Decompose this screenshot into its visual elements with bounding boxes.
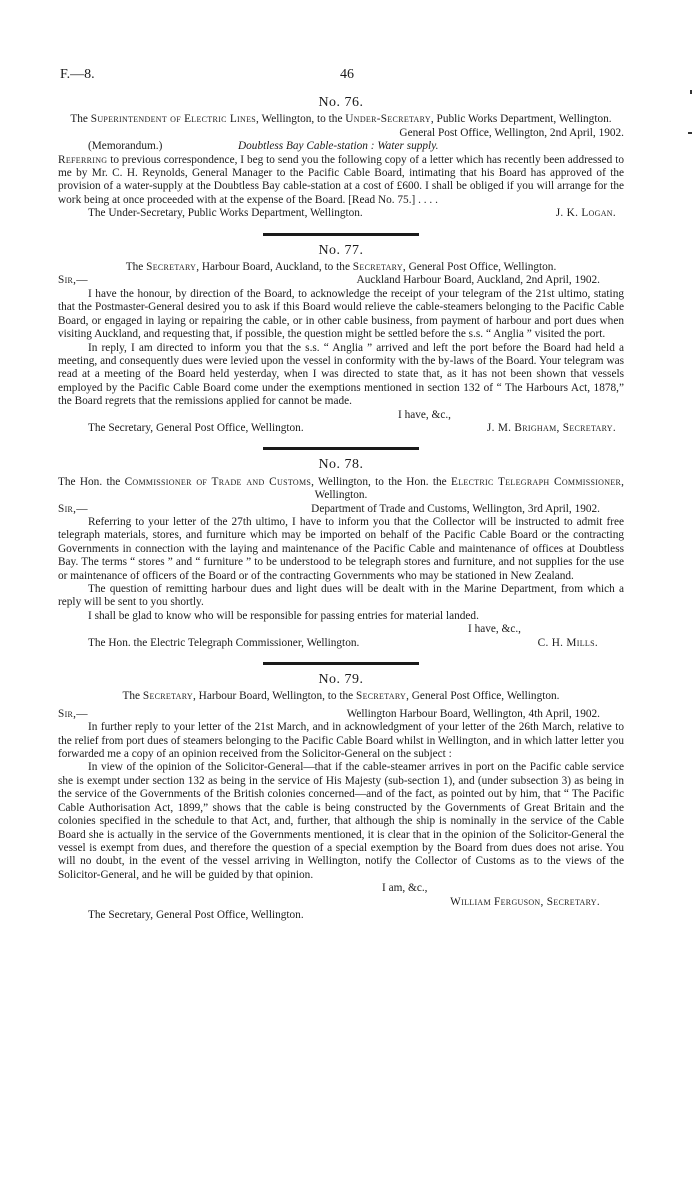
salutation-row: [58, 503, 624, 516]
addressee: The Hon. the Electric Telegraph Commissioner, Wellington.: [88, 636, 360, 649]
paragraph: I shall be glad to know who will be responsible for passing entries for material landed.: [88, 609, 479, 622]
paragraph: In reply, I am directed to inform you that the s.s. “ Anglia ” arrived and left the port before the Board had held a meeting, and consequently dues were levied upon the vessel in conformity with the by-laws of the Board. Your telegram was read at a meeting of the Board held yesterday, when I was directed to state that, as it has not been shown that vessels employed by the Pacific Cable Board come under the exemptions mentioned in section 132 of “ The Harbours Act, 1878,” the Board regrets that the remissions applied for cannot be made.: [58, 341, 624, 408]
letter-title: No. 78.: [318, 457, 364, 473]
dateline: General Post Office, Wellington, 2nd April, 1902.: [399, 126, 624, 139]
letter-79: [58, 673, 624, 922]
page-number: 46: [340, 67, 354, 82]
sign-row: [58, 637, 624, 650]
addressee: The Secretary, General Post Office, Wellington.: [88, 421, 304, 434]
dateline: Department of Trade and Customs, Wellington, 3rd April, 1902.: [311, 502, 600, 515]
closing: I have, &c.,: [468, 623, 522, 636]
sign-row: [58, 207, 624, 220]
margin-mark: [688, 132, 692, 134]
salutation: Sir,—: [58, 502, 88, 515]
letter-heading: The Superintendent of Electric Lines, Wellington, to the Under-Secretary, Public Works Department, Wellington.: [70, 113, 612, 126]
signature: J. K. Logan.: [555, 207, 616, 220]
letter-title: No. 77.: [318, 242, 364, 258]
margin-mark: [690, 90, 692, 94]
letter-76: [58, 96, 624, 221]
signature: J. M. Brigham, Secretary.: [486, 421, 616, 434]
page-ref: F.—8.: [60, 67, 95, 82]
paragraph: The question of remitting harbour dues and light dues will be dealt with in the Marine Department, from which a reply will be sent to you shortly.: [58, 583, 624, 609]
salutation-row: [58, 708, 624, 721]
letter-78: [58, 458, 624, 650]
memo-label: (Memorandum.): [88, 140, 163, 153]
letter-title: No. 76.: [318, 95, 364, 110]
subject: Doubtless Bay Cable-station : Water supply.: [238, 140, 439, 153]
sign-row: [58, 422, 624, 435]
addressee: The Under-Secretary, Public Works Department, Wellington.: [88, 207, 363, 220]
letter-title: No. 79.: [318, 672, 364, 688]
closing: I have, &c.,: [398, 408, 452, 421]
paragraph: In further reply to your letter of the 21st March, and in acknowledgment of your letter of the 26th March, relative to the relief from port dues of steamers belonging to the Pacific Cable Board whilst in Wellington, and in which latter letter you forwarded me a copy of an opinion received from the Solicitor-General on the subject :: [58, 721, 624, 761]
page-header: [58, 62, 624, 90]
paragraph: In view of the opinion of the Solicitor-General—that if the cable-steamer arrives in port on the Pacific cable service she is exempt under section 132 as being in the service of His Majesty (sub-section 1), and (under subsection 3) as being in the service of the Governments of the British colonies concerned—and of the fact, as pointed out by him, that “ The Pacific Cable Authorisation Act, 1899,” shows that the cable is being constructed by the Governments of Great Britain and the colonies specified in the schedule to that Act, and, further, that although the ship is nominally in the service of the Cable Board she is actually in the service of the Governments mentioned, it is clear that in the opinion of the Solicitor-General the vessel is exempt from dues, and therefore the question of a special exemption by the Board from dues does not arise. You will no doubt, in the event of the vessel arriving in Wellington, notify the Collector of Customs as to the views of the Solicitor-General, and he will be guided by that opinion.: [58, 761, 624, 881]
salutation: Sir,—: [58, 274, 88, 287]
paragraph: Referring to your letter of the 27th ultimo, I have to inform you that the Collector will be instructed to admit free telegraph materials, stores, and furniture which may be imported on behalf of the Pacific Cable Board or the contracting Governments in connection with the laying and maintenance of the Pacific Cable and maintenance of offices at Doubtless Bay. The terms “ stores ” and “ furniture ” to be understood to be telegraph stores and furniture, and not supplies for the use or maintenance of officers of the Board or of the contracting Governments who may be stationed in New Zealand.: [58, 515, 624, 582]
letter-heading: The Hon. the Commissioner of Trade and Customs, Wellington, to the Hon. the Electric Telegraph Commissioner, Wellington.: [58, 475, 624, 502]
salutation: Sir,—: [58, 707, 88, 720]
subject-line: [58, 140, 624, 153]
signature: C. H. Mills.: [537, 636, 598, 649]
section-divider: [263, 662, 419, 665]
section-divider: [263, 447, 419, 450]
document-page: [58, 62, 624, 922]
letter-heading: The Secretary, Harbour Board, Wellington, to the Secretary, General Post Office, Wellington.: [122, 690, 560, 703]
paragraph: I have the honour, by direction of the Board, to acknowledge the receipt of your telegram of the 21st ultimo, stating that the Postmaster-General desired you to ask if this Board would relieve the cable-steamers belonging to the Pacific Cable Board, or engaged in laying or repairing the cable, or in other cable business, from payment of harbour and port dues when visiting Auckland, and requesting that, if possible, the question might be settled before the s.s. “ Anglia ” visited the port.: [58, 287, 624, 341]
closing: I am, &c.,: [382, 882, 428, 895]
addressee: The Secretary, General Post Office, Wellington.: [88, 908, 304, 921]
section-divider: [263, 233, 419, 236]
letter-heading: The Secretary, Harbour Board, Auckland, to the Secretary, General Post Office, Wellington.: [125, 261, 557, 274]
letter-body: Referring to previous correspondence, I beg to send you the following copy of a letter which has recently been addressed to me by Mr. C. H. Reynolds, General Manager to the Pacific Cable Board, intimating that his Board has approved of the provision of a water-supply at the Doubtless Bay cable-station at a cost of £600. I shall be obliged if you will arrange for the work being at once proceeded with at the expense of the Board. [Read No. 75.] . . . .: [58, 153, 624, 206]
signature: William Ferguson, Secretary.: [450, 895, 600, 908]
dateline: Auckland Harbour Board, Auckland, 2nd April, 1902.: [356, 274, 600, 287]
salutation-row: [58, 274, 624, 287]
letter-77: [58, 244, 624, 436]
dateline: Wellington Harbour Board, Wellington, 4th April, 1902.: [346, 707, 600, 720]
